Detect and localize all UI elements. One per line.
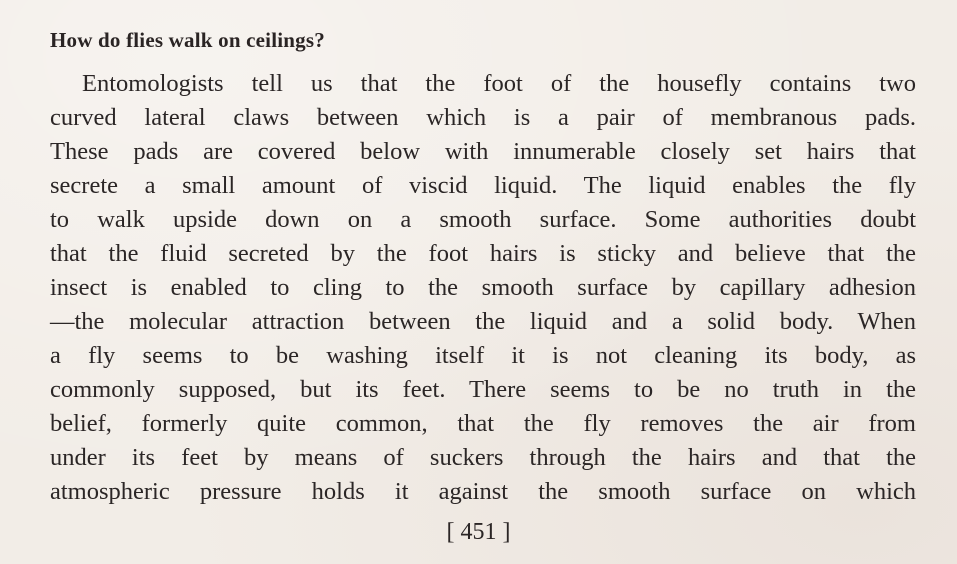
body-line-13: atmospheric pressure holds it against the smooth surface on which (50, 478, 916, 505)
body-line-6: that the fluid secreted by the foot hairs is sticky and believe that the (50, 240, 916, 267)
section-heading: How do flies walk on ceilings? (50, 28, 325, 52)
body-line-2: curved lateral claws between which is a pair of membranous pads. (50, 104, 916, 131)
body-line-5: to walk upside down on a smooth surface. Some authorities doubt (50, 206, 916, 233)
body-line-10: commonly supposed, but its feet. There seems to be no truth in the (50, 376, 916, 403)
body-line-11: belief, formerly quite common, that the fly removes the air from (50, 410, 916, 437)
body-line-4: secrete a small amount of viscid liquid. The liquid enables the fly (50, 172, 916, 199)
body-line-12: under its feet by means of suckers through the hairs and that the (50, 444, 916, 471)
body-line-7: insect is enabled to cling to the smooth surface by capillary adhesion (50, 274, 916, 301)
body-line-3: These pads are covered below with innumerable closely set hairs that (50, 138, 916, 165)
body-line-8: —the molecular attraction between the liquid and a solid body. When (50, 308, 916, 335)
body-line-1: Entomologists tell us that the foot of the housefly contains two (82, 70, 916, 97)
body-line-9: a fly seems to be washing itself it is not cleaning its body, as (50, 342, 916, 369)
page-number: [ 451 ] (446, 519, 511, 545)
